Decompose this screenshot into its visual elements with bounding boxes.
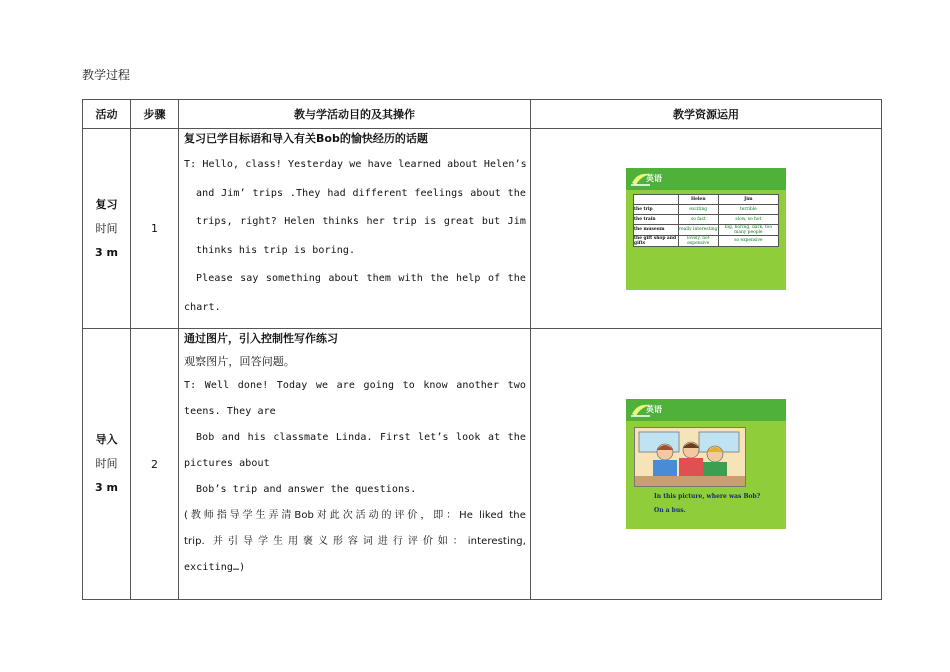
chart-key: the trip (634, 204, 679, 214)
lesson-procedure-table (82, 99, 882, 600)
slide-logo-text: 英语 (646, 405, 662, 414)
chart-header: Jim (718, 194, 778, 204)
text-line: 观察图片，回答问题。 (184, 355, 295, 368)
row-subtitle: 通过图片，引入控制性写作练习 (184, 332, 338, 345)
table-row (83, 329, 882, 600)
text-line: T: Well done! Today we are going to know another two (184, 380, 526, 391)
header-resources: 教学资源运用 (531, 100, 882, 129)
header-activity: 活动 (83, 100, 131, 129)
chart-key: the gift shop and gifts (634, 235, 679, 246)
chart-key: the museum (634, 224, 679, 235)
slide-question: In this picture, where was Bob? (654, 493, 761, 500)
students-on-bus-icon (635, 428, 745, 486)
text-line: Please say something about them with the help of the (196, 273, 526, 284)
page-heading: 教学过程 (82, 68, 131, 82)
text-line: teens. They are (184, 406, 276, 417)
table-row (83, 129, 882, 329)
text-line: Bob and his classmate Linda. First let’s look at the (196, 432, 526, 443)
table-header-row (83, 100, 882, 129)
chart-value: lovely, not expensive (678, 235, 718, 246)
activity-name: 复习 (95, 197, 118, 211)
chart-header (634, 194, 679, 204)
header-operation: 教与学活动目的及其操作 (179, 100, 531, 129)
bus-scene-illustration (634, 427, 746, 487)
slide-logo-text: 英语 (646, 173, 662, 183)
activity-cell (83, 329, 131, 600)
chart-header: Helen (678, 194, 718, 204)
step-number: 2 (131, 329, 179, 600)
row-subtitle: 复习已学目标语和导入有关Bob的愉快经历的话题 (184, 132, 428, 145)
bus-picture-slide (626, 399, 786, 529)
operation-cell (179, 129, 531, 329)
text-line: pictures about (184, 458, 270, 469)
text-line: (教师指导学生弄清Bob对此次活动的评价，即：He liked the (184, 510, 526, 521)
text-line: trip. 并引导学生用褒义形容词进行评价如：interesting, (184, 536, 526, 547)
header-step: 步骤 (131, 100, 179, 129)
text-line: T: Hello, class! Yesterday we have learned about Helen’s (184, 159, 527, 170)
text-line: trips, right? Helen thinks her trip is great but Jim (196, 216, 526, 227)
time-value: 3 m (95, 481, 118, 494)
time-value: 3 m (95, 245, 118, 259)
text-line: thinks his trip is boring. (196, 244, 356, 256)
text-line: and Jim’ trips .They had different feelings about the (196, 187, 526, 199)
chart-value: so expensive (718, 235, 778, 246)
chart-value: exciting (678, 204, 718, 214)
resource-cell (531, 129, 882, 329)
text-line: chart. (184, 301, 221, 313)
chart-value: big, boring, dark, too many people (718, 224, 778, 235)
time-label: 时间 (95, 457, 118, 470)
chart-value: really interesting (678, 224, 718, 235)
text-line: Bob’s trip and answer the questions. (196, 484, 417, 495)
step-number: 1 (131, 129, 179, 329)
slide-answer: On a bus. (654, 507, 686, 514)
resource-cell (531, 329, 882, 600)
chart-key: the train (634, 214, 679, 224)
operation-cell (179, 329, 531, 600)
text-line: exciting…) (184, 562, 246, 573)
time-label: 时间 (95, 221, 118, 235)
activity-cell (83, 129, 131, 329)
comparison-chart (633, 194, 779, 247)
chart-value: terrible (718, 204, 778, 214)
chart-slide-image (626, 168, 786, 290)
chart-value: slow, so hot (718, 214, 778, 224)
chart-value: so fast (678, 214, 718, 224)
activity-name: 导入 (95, 433, 118, 446)
